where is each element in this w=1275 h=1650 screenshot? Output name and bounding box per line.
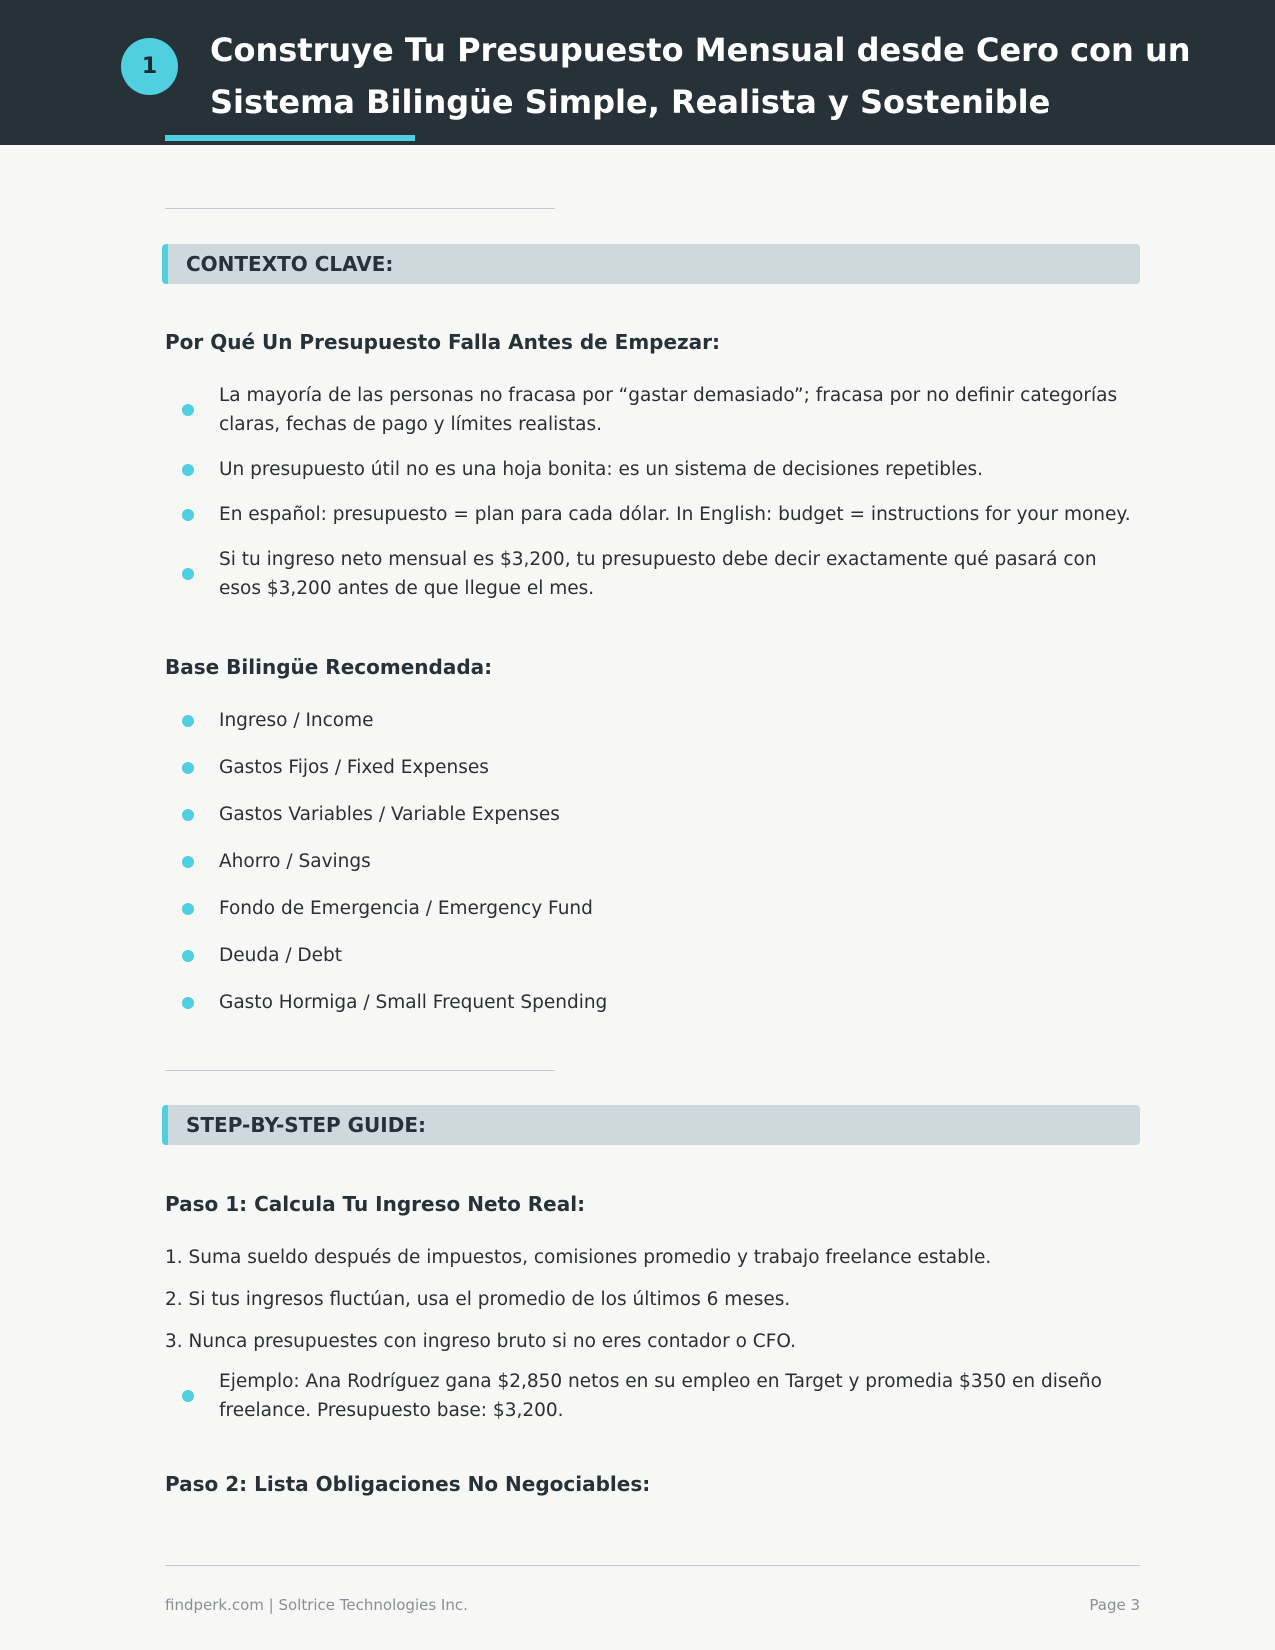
section-bar-step-by-step	[162, 1105, 1140, 1145]
bullet-list-why-fails	[165, 381, 1140, 603]
section-bar-contexto	[162, 244, 1140, 284]
numbered-steps	[165, 1243, 1140, 1369]
step-item: 2. Si tus ingresos fluctúan, usa el promedio de los últimos 6 meses.	[165, 1289, 791, 1310]
title-underline	[165, 135, 415, 141]
step-item: 1. Suma sueldo después de impuestos, comisiones promedio y trabajo freelance estable.	[165, 1247, 992, 1268]
section-label: CONTEXTO CLAVE:	[186, 252, 394, 276]
list-item: Gastos Variables / Variable Expenses	[165, 800, 1140, 829]
list-item: La mayoría de las personas no fracasa por “gastar demasiado”; fracasa por no definir categorías claras, fechas de pago y límites realistas.	[165, 381, 1140, 439]
list-item: Fondo de Emergencia / Emergency Fund	[165, 894, 1140, 923]
section-label: STEP-BY-STEP GUIDE:	[186, 1113, 426, 1137]
subsection-heading: Base Bilingüe Recomendada:	[165, 655, 493, 679]
step-item: 3. Nunca presupuestes con ingreso bruto si no eres contador o CFO.	[165, 1331, 797, 1352]
divider	[165, 1070, 555, 1071]
bullet-list-example	[165, 1367, 1140, 1425]
page-header	[0, 0, 1275, 145]
chapter-title: Construye Tu Presupuesto Mensual desde Cero con un Sistema Bilingüe Simple, Realista y Sostenible	[210, 31, 1191, 121]
list-item: Gasto Hormiga / Small Frequent Spending	[165, 988, 1140, 1017]
subsection-heading: Paso 2: Lista Obligaciones No Negociables:	[165, 1472, 651, 1496]
list-item: Ahorro / Savings	[165, 847, 1140, 876]
list-item: En español: presupuesto = plan para cada dólar. In English: budget = instructions for your money.	[165, 500, 1140, 529]
divider	[165, 208, 555, 209]
subsection-heading: Por Qué Un Presupuesto Falla Antes de Empezar:	[165, 330, 721, 354]
list-item: Si tu ingreso neto mensual es $3,200, tu presupuesto debe decir exactamente qué pasará con esos $3,200 antes de que llegue el mes.	[165, 545, 1140, 603]
list-item: Ejemplo: Ana Rodríguez gana $2,850 netos en su empleo en Target y promedia $350 en diseño freelance. Presupuesto base: $3,200.	[165, 1367, 1140, 1425]
list-item: Deuda / Debt	[165, 941, 1140, 970]
subsection-heading: Paso 1: Calcula Tu Ingreso Neto Real:	[165, 1192, 586, 1216]
chapter-number-badge: 1	[121, 38, 178, 95]
page-number: Page 3	[1089, 1596, 1140, 1614]
list-item: Un presupuesto útil no es una hoja bonita: es un sistema de decisiones repetibles.	[165, 455, 1140, 484]
bullet-list-bilingual-base	[165, 706, 1140, 1017]
footer-divider	[165, 1565, 1140, 1566]
list-item: Gastos Fijos / Fixed Expenses	[165, 753, 1140, 782]
footer-source: findperk.com | Soltrice Technologies Inc.	[165, 1596, 468, 1614]
list-item: Ingreso / Income	[165, 706, 1140, 735]
